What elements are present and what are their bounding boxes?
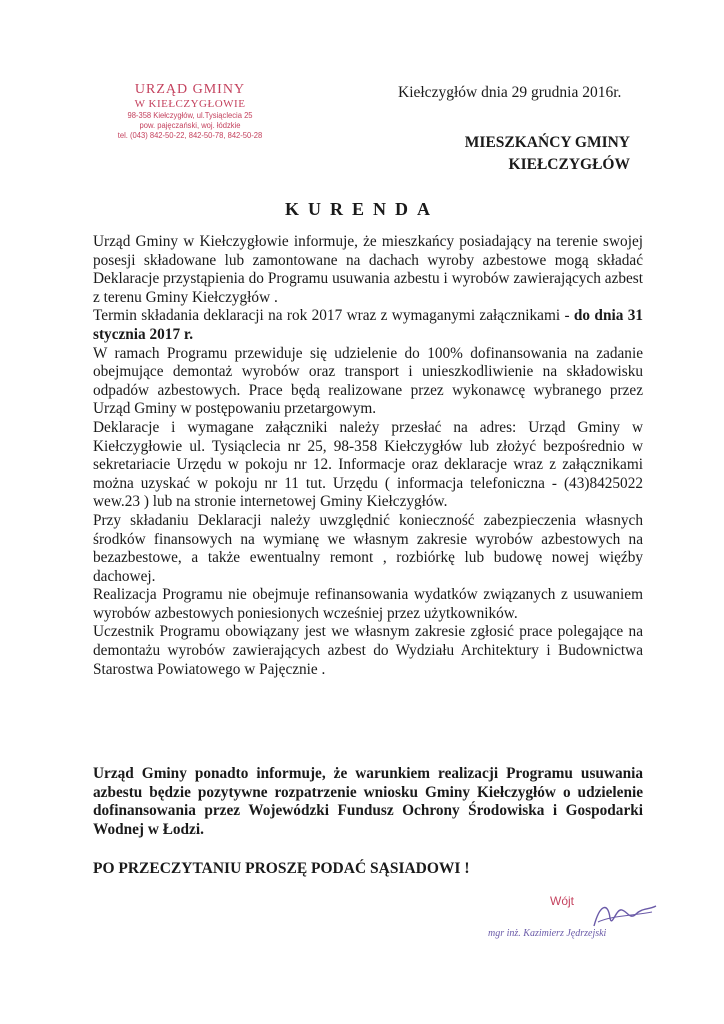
paragraph-intro: Urząd Gminy w Kiełczygłowie informuje, że mieszkańcy posiadający na terenie swojej posesji składowane lub zamontowane na dachach wyroby azbestowe mogą składać Deklaracje przystąpienia do Programu usuwania azbestu i wyrobów zawierających azbest z terenu Gminy Kiełczygłów .: [93, 233, 643, 306]
signature-name: mgr inż. Kazimierz Jędrzejski: [488, 928, 607, 939]
letter-date: Kiełczygłów dnia 29 grudnia 2016r.: [398, 84, 622, 101]
stamp-office-name: URZĄD GMINY: [134, 82, 246, 97]
paragraph-own-funds: Przy składaniu Deklaracji należy uwzględnić konieczność zabezpieczenia własnych środków finansowych na wymianę we własnym zakresie wyrobów azbestowych na bezazbestowe, a także ewentualny remont , rozbiórkę lub budowę nowej więźby dachowej.: [93, 511, 643, 585]
signature-block: [470, 890, 670, 960]
deadline-date: do dnia 31 stycznia 2017 r.: [93, 307, 643, 343]
signature-title: Wójt: [550, 894, 574, 908]
office-stamp: [95, 82, 285, 141]
addressee: [420, 132, 630, 176]
paragraph-refinancing: Realizacja Programu nie obejmuje refinansowania wydatków związanych z usuwaniem wyrobów azbestowych poniesionych wcześniej przez użytkowników.: [93, 586, 643, 622]
handwritten-signature-icon: [590, 898, 660, 932]
stamp-phone: tel. (043) 842-50-22, 842-50-78, 842-50-28: [117, 131, 263, 140]
stamp-district: pow. pajęczański, woj. łódzkie: [139, 121, 241, 130]
stamp-address: 98-358 Kiełczygłów, ul.Tysiąclecia 25: [127, 111, 253, 120]
addressee-line-2: KIEŁCZYGŁÓW: [508, 156, 630, 173]
stamp-office-location: W KIEŁCZYGŁOWIE: [134, 98, 246, 110]
paragraph-submission: Deklaracje i wymagane załączniki należy przesłać na adres: Urząd Gminy w Kiełczygłowie ul. Tysiąclecia nr 25, 98-358 Kiełczygłów lub złożyć bezpośrednio w sekretariacie Urzędu w pokoju nr 12. Informacje oraz deklaracje wraz z załącznikami można uzyskać w pokoju nr 11 tut. Urzędu ( informacja telefoniczna - (43)8425022 wew.23 ) lub na stronie internetowej Gminy Kiełczygłów.: [93, 418, 643, 511]
document-title: KURENDA: [284, 199, 439, 219]
document-body: [93, 233, 643, 679]
paragraph-deadline: [93, 307, 643, 344]
paragraph-participant-duty: Uczestnik Programu obowiązany jest we własnym zakresie zgłosić prace polegające na demontażu wyrobów zawierających azbest do Wydziału Architektury i Budownictwa Starostwa Powiatowego w Pajęcznie .: [93, 623, 643, 678]
addressee-line-1: MIESZKAŃCY GMINY: [464, 134, 630, 151]
closing-request: PO PRZECZYTANIU PROSZĘ PODAĆ SĄSIADOWI !: [93, 860, 470, 877]
deadline-text: Termin składania deklaracji na rok 2017 wraz z wymaganymi załącznikami -: [93, 307, 570, 325]
paragraph-funding: W ramach Programu przewiduje się udzielenie do 100% dofinansowania na zadanie obejmujące demontaż wyrobów oraz transport i unieszkodliwienie na składowisku odpadów azbestowych. Prace będą realizowane przez wykonawcę wybranego przez Urząd Gminy w postępowaniu przetargowym.: [93, 344, 643, 418]
bold-notice: Urząd Gminy ponadto informuje, że warunkiem realizacji Programu usuwania azbestu będzie pozytywne rozpatrzenie wniosku Gminy Kiełczygłów o udzielenie dofinansowania przez Wojewódzki Fundusz Ochrony Środowiska i Gospodarki Wodnej w Łodzi.: [93, 765, 643, 838]
